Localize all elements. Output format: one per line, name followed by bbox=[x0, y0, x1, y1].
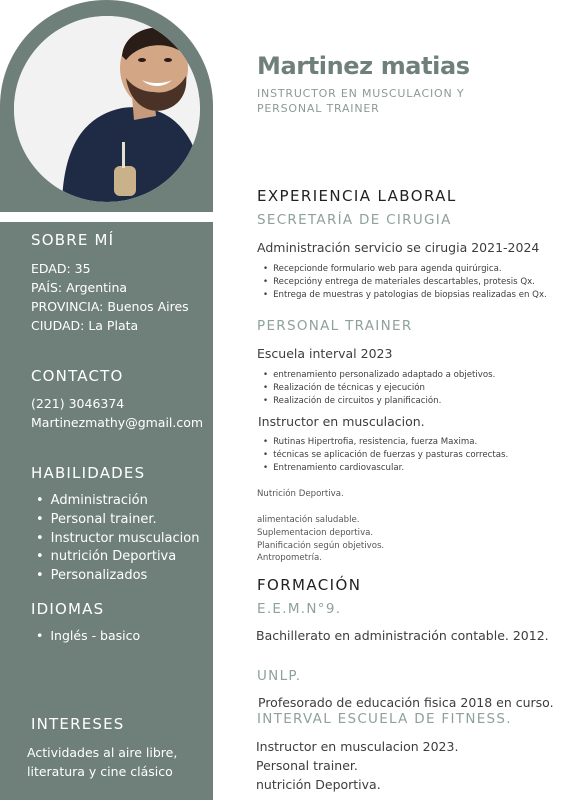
job-bullet: • Recepcióny entrega de materiales descartables, protesis Qx. bbox=[263, 276, 547, 289]
languages-heading: IDIOMAS bbox=[31, 600, 105, 618]
nutrition-list bbox=[257, 514, 384, 565]
job-bullet: • Realización de circuitos y planificación. bbox=[263, 395, 495, 408]
skill-item: • Instructor musculacion bbox=[36, 530, 199, 549]
job-bullet: • Realización de técnicas y ejecución bbox=[263, 382, 495, 395]
profile-photo-illustration bbox=[14, 16, 200, 202]
about-age: EDAD: 35 bbox=[31, 261, 91, 276]
interests-text bbox=[27, 743, 177, 781]
profile-photo bbox=[14, 16, 200, 202]
school-detail: Personal trainer. bbox=[256, 758, 358, 773]
languages-list bbox=[36, 627, 140, 646]
photo-frame bbox=[0, 0, 213, 212]
job-subtitle: INSTRUCTOR EN MUSCULACION Y PERSONAL TRAINER bbox=[257, 87, 465, 115]
job-bullet: • Rutinas Hipertrofia, resistencia, fuerza Maxima. bbox=[263, 436, 508, 449]
nutrition-line: Planificación según objetivos. bbox=[257, 540, 385, 551]
job-role: Administración servicio se cirugia 2021-2024 bbox=[257, 240, 540, 255]
skill-item: • Personalizados bbox=[36, 567, 199, 586]
job-bullet: • Recepcionde formulario web para agenda quirúrgica. bbox=[263, 263, 547, 276]
job-bullets bbox=[263, 263, 547, 302]
contact-phone: (221) 3046374 bbox=[31, 396, 125, 411]
education-heading: FORMACIÓN bbox=[257, 576, 362, 594]
job-bullet: • Entrenamiento cardiovascular. bbox=[263, 462, 508, 475]
job-bullet: • entrenamiento personalizado adaptado a objetivos. bbox=[263, 369, 495, 382]
about-province: PROVINCIA: Buenos Aires bbox=[31, 299, 189, 314]
about-country: PAÍS: Argentina bbox=[31, 280, 128, 295]
job-bullets bbox=[263, 369, 495, 408]
job-title: PERSONAL TRAINER bbox=[257, 318, 413, 334]
contact-heading: CONTACTO bbox=[31, 367, 124, 385]
skill-item: • Personal trainer. bbox=[36, 511, 199, 530]
skills-heading: HABILIDADES bbox=[31, 464, 146, 482]
contact-info bbox=[31, 394, 203, 432]
nutrition-line: Antropometría. bbox=[257, 553, 322, 564]
school-detail: Instructor en musculacion 2023. bbox=[256, 739, 459, 754]
job-bullets bbox=[263, 436, 508, 475]
person-name: Martinez matias bbox=[257, 52, 470, 80]
contact-email: Martinezmathy@gmail.com bbox=[31, 415, 204, 430]
about-heading: SOBRE MÍ bbox=[31, 231, 115, 249]
school-name: E.E.M.N°9. bbox=[257, 601, 342, 617]
school-name: UNLP. bbox=[257, 668, 302, 684]
school-name: INTERVAL ESCUELA DE FITNESS. bbox=[257, 711, 512, 727]
job-title: SECRETARÍA DE CIRUGIA bbox=[257, 212, 452, 228]
nutrition-line: Suplementacion deportiva. bbox=[257, 527, 374, 538]
about-city: CIUDAD: La Plata bbox=[31, 318, 139, 333]
skill-item: • Administración bbox=[36, 492, 199, 511]
job-bullet: • Entrega de muestras y patologias de biopsias realizadas en Qx. bbox=[263, 289, 547, 302]
school-detail: Bachillerato en administración contable. 2012. bbox=[256, 628, 549, 643]
interests-line: literatura y cine clásico bbox=[27, 764, 173, 779]
language-item: • Inglés - basico bbox=[36, 627, 140, 646]
skill-item: • nutrición Deportiva bbox=[36, 548, 199, 567]
school-details bbox=[256, 737, 458, 794]
job-role: Escuela interval 2023 bbox=[257, 346, 393, 361]
experience-heading: EXPERIENCIA LABORAL bbox=[257, 187, 457, 205]
interests-heading: INTERESES bbox=[31, 715, 125, 733]
interests-line: Actividades al aire libre, bbox=[27, 745, 178, 760]
skills-list bbox=[36, 492, 199, 586]
nutrition-line: alimentación saludable. bbox=[257, 515, 360, 525]
school-detail: nutrición Deportiva. bbox=[256, 777, 381, 792]
nutrition-title: Nutrición Deportiva. bbox=[257, 489, 344, 499]
job-bullet: • técnicas se aplicación de fuerzas y pasturas correctas. bbox=[263, 449, 508, 462]
about-info bbox=[31, 259, 189, 335]
school-detail: Profesorado de educación fisica 2018 en curso. bbox=[258, 695, 554, 710]
job-role: Instructor en musculacion. bbox=[258, 414, 425, 429]
